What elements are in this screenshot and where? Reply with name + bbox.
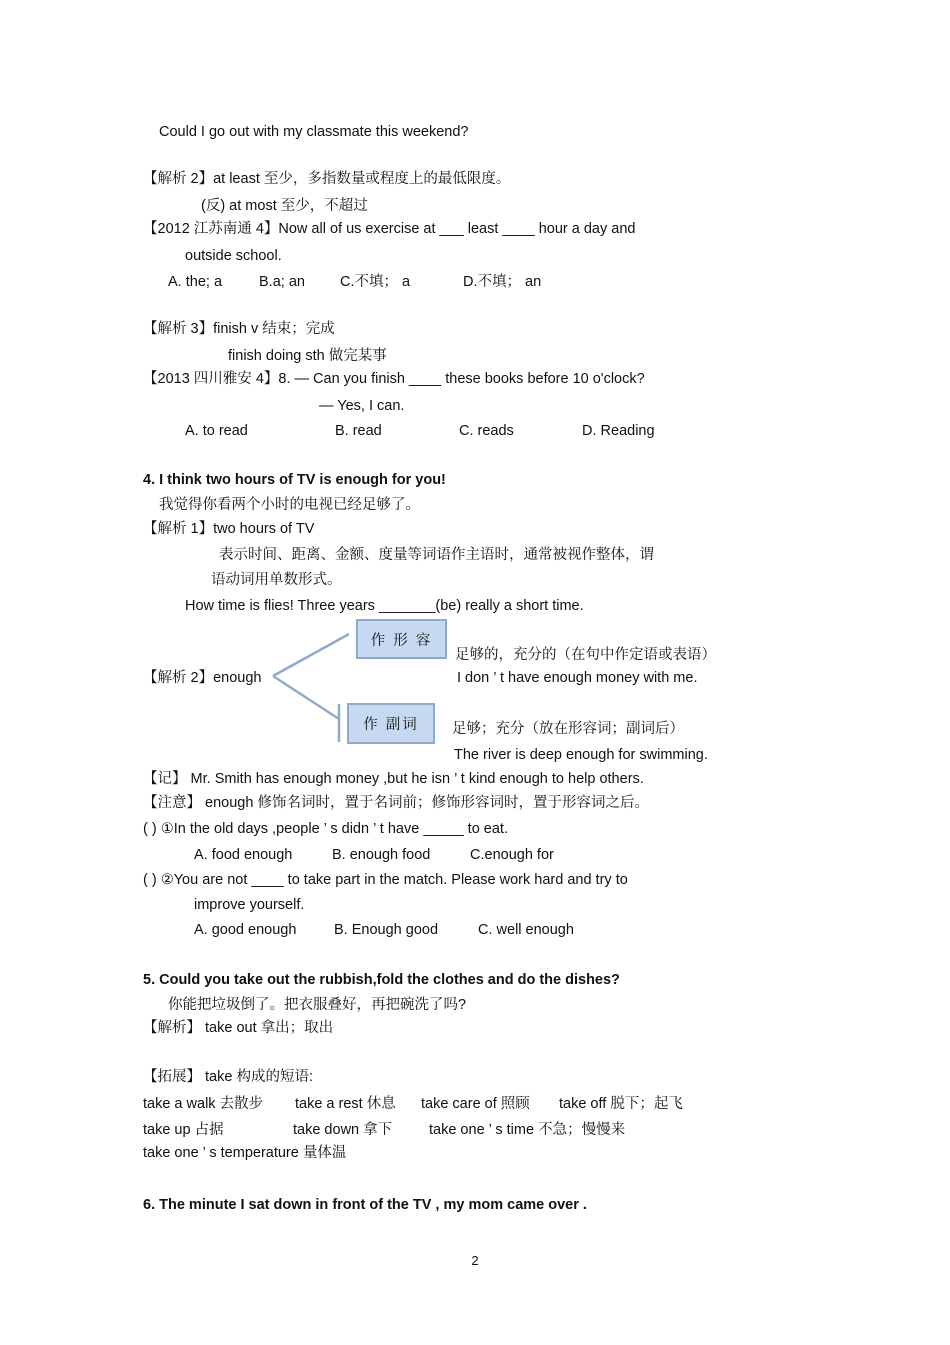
adverb-box-label: 作 副词 — [363, 717, 419, 733]
analysis-heading: 【解析】 take out 拿出；取出 — [143, 1020, 334, 1036]
option-c: C. well enough — [478, 922, 574, 938]
page-number: 2 — [471, 1253, 479, 1268]
adverb-box — [347, 703, 435, 744]
analysis-heading: 【解析 2】enough — [143, 670, 262, 686]
option-b: B.a; an — [259, 274, 305, 290]
phrase-item: take a walk 去散步 — [143, 1096, 264, 1112]
note-line: 【注意】 enough 修饰名词时，置于名词前；修饰形容词时，置于形容词之后。 — [143, 795, 649, 811]
option-d: D.不填； an — [463, 274, 542, 290]
analysis-heading: 【解析 2】at least 至少，多指数量或程度上的最低限度。 — [143, 171, 511, 187]
exercise-question-cont: improve yourself. — [194, 897, 305, 913]
connector-line-upper — [273, 634, 349, 676]
exam-question: 【2012 江苏南通 4】Now all of us exercise at ___ least ____ hour a day and — [143, 221, 636, 237]
phrase-item: take one ’ s time 不急；慢慢来 — [429, 1122, 626, 1138]
translation-line: 你能把垃圾倒了。把衣服叠好，再把碗洗了吗? — [168, 997, 467, 1013]
phrase-item: take up 占据 — [143, 1122, 224, 1138]
section-heading-4: 4. I think two hours of TV is enough for you! — [143, 472, 446, 488]
memo-line: 【记】 Mr. Smith has enough money ,but he isn ’ t kind enough to help others. — [143, 771, 644, 787]
phrase-item: take one ’ s temperature 量体温 — [143, 1145, 347, 1161]
option-d: D. Reading — [582, 423, 655, 439]
option-a: A. to read — [185, 423, 248, 439]
adverb-example: The river is deep enough for swimming. — [454, 747, 708, 763]
adjective-box-label: 作 形 容 — [370, 632, 433, 649]
phrase-item: take care of 照顾 — [421, 1096, 530, 1112]
option-b: B. read — [335, 423, 382, 439]
exam-answer: — Yes, I can. — [319, 398, 405, 414]
adjective-example: I don ’ t have enough money with me. — [457, 670, 698, 686]
option-a: A. good enough — [194, 922, 297, 938]
option-c: C.不填； a — [340, 274, 411, 290]
section-heading-5: 5. Could you take out the rubbish,fold the clothes and do the dishes? — [143, 972, 620, 988]
analysis-heading: 【解析 1】two hours of TV — [143, 521, 315, 537]
explanation-line: 表示时间、距离、金额、度量等词语作主语时，通常被视作整体，谓 — [219, 547, 654, 563]
phrase-item: take down 拿下 — [293, 1122, 393, 1138]
connector-line-lower — [273, 676, 339, 719]
section-heading-6: 6. The minute I sat down in front of the TV , my mom came over . — [143, 1197, 587, 1213]
example-sentence: How time is flies! Three years _______(be) really a short time. — [185, 598, 584, 614]
phrase-item: take off 脱下；起飞 — [559, 1096, 683, 1112]
option-a: A. the; a — [168, 274, 223, 290]
adjective-meaning: 足够的，充分的（在句中作定语或表语） — [455, 647, 716, 663]
option-c: C.enough for — [470, 847, 554, 863]
exam-question-cont: outside school. — [185, 248, 282, 264]
adverb-meaning: 足够；充分（放在形容词；副词后） — [452, 721, 684, 737]
antonym-line: (反) at most 至少，不超过 — [201, 198, 368, 214]
analysis-heading: 【解析 3】finish v 结束；完成 — [143, 321, 335, 337]
option-b: B. Enough good — [334, 922, 439, 938]
exercise-question: ( ) ①In the old days ,people ’ s didn ’ t have _____ to eat. — [143, 821, 508, 837]
question-line: Could I go out with my classmate this weekend? — [159, 124, 469, 140]
usage-line: finish doing sth 做完某事 — [228, 348, 387, 364]
phrase-item: take a rest 休息 — [295, 1096, 396, 1112]
exercise-question: ( ) ②You are not ____ to take part in the match. Please work hard and try to — [143, 872, 628, 888]
extension-heading: 【拓展】 take 构成的短语: — [143, 1069, 313, 1085]
option-a: A. food enough — [194, 847, 293, 863]
exam-question: 【2013 四川雅安 4】8. — Can you finish ____ these books before 10 o'clock? — [143, 371, 645, 387]
option-b: B. enough food — [332, 847, 431, 863]
translation-line: 我觉得你看两个小时的电视已经足够了。 — [159, 497, 420, 513]
option-c: C. reads — [459, 423, 514, 439]
adjective-box — [356, 619, 447, 659]
explanation-line: 语动词用单数形式。 — [211, 572, 342, 588]
